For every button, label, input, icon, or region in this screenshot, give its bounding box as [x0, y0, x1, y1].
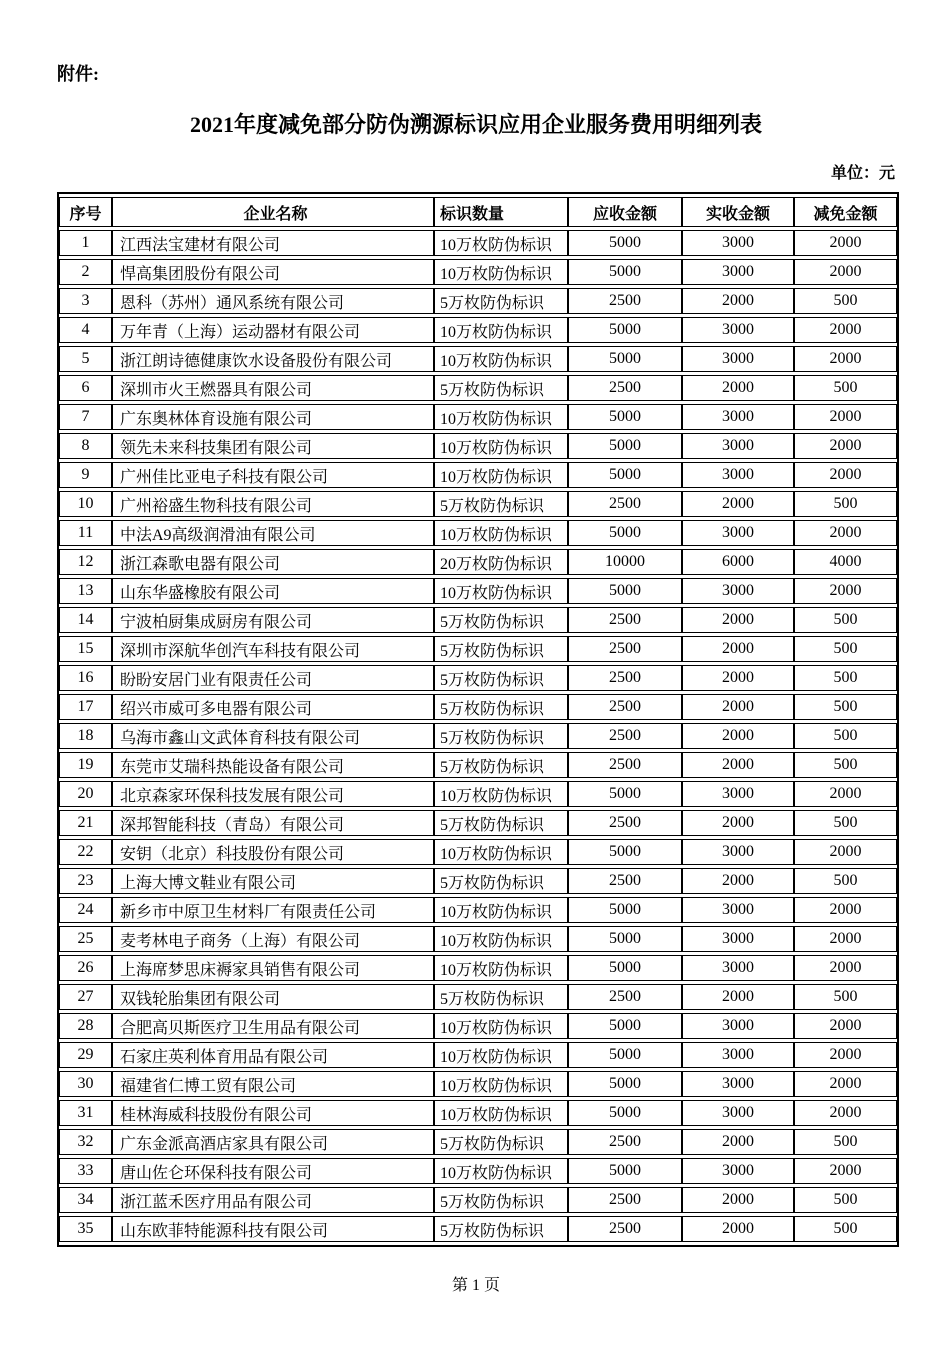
table-row [59, 1216, 897, 1242]
cell-seq: 5 [59, 346, 112, 372]
cell-seq: 2 [59, 259, 112, 285]
cell-received-amount: 3000 [682, 839, 794, 865]
cell-exempted-amount: 500 [794, 868, 897, 894]
cell-label-quantity: 10万枚防伪标识 [434, 230, 568, 256]
cell-received-amount: 3000 [682, 346, 794, 372]
cell-company-name: 深邦智能科技（青岛）有限公司 [112, 810, 434, 836]
cell-exempted-amount: 500 [794, 694, 897, 720]
cell-receivable-amount: 2500 [568, 694, 682, 720]
cell-received-amount: 2000 [682, 1129, 794, 1155]
fee-table-body [59, 230, 897, 1242]
cell-receivable-amount: 2500 [568, 665, 682, 691]
cell-receivable-amount: 2500 [568, 491, 682, 517]
cell-exempted-amount: 500 [794, 723, 897, 749]
cell-exempted-amount: 500 [794, 607, 897, 633]
table-row [59, 810, 897, 836]
cell-exempted-amount: 2000 [794, 462, 897, 488]
cell-received-amount: 3000 [682, 1158, 794, 1184]
cell-exempted-amount: 2000 [794, 1042, 897, 1068]
cell-company-name: 新乡市中原卫生材料厂有限责任公司 [112, 897, 434, 923]
cell-exempted-amount: 2000 [794, 578, 897, 604]
cell-company-name: 万年青（上海）运动器材有限公司 [112, 317, 434, 343]
cell-receivable-amount: 5000 [568, 955, 682, 981]
table-row [59, 1187, 897, 1213]
cell-company-name: 山东欧菲特能源科技有限公司 [112, 1216, 434, 1242]
cell-exempted-amount: 2000 [794, 1013, 897, 1039]
header-cell-exempted-amount: 减免金额 [794, 197, 897, 227]
cell-receivable-amount: 5000 [568, 346, 682, 372]
cell-seq: 20 [59, 781, 112, 807]
cell-received-amount: 3000 [682, 1071, 794, 1097]
cell-received-amount: 2000 [682, 1216, 794, 1242]
cell-receivable-amount: 5000 [568, 1071, 682, 1097]
cell-label-quantity: 5万枚防伪标识 [434, 984, 568, 1010]
table-row [59, 404, 897, 430]
cell-label-quantity: 10万枚防伪标识 [434, 1158, 568, 1184]
cell-received-amount: 2000 [682, 868, 794, 894]
cell-label-quantity: 20万枚防伪标识 [434, 549, 568, 575]
cell-company-name: 安钥（北京）科技股份有限公司 [112, 839, 434, 865]
cell-seq: 10 [59, 491, 112, 517]
cell-label-quantity: 5万枚防伪标识 [434, 288, 568, 314]
cell-company-name: 深圳市深航华创汽车科技有限公司 [112, 636, 434, 662]
cell-company-name: 广东奥林体育设施有限公司 [112, 404, 434, 430]
cell-exempted-amount: 2000 [794, 897, 897, 923]
cell-receivable-amount: 2500 [568, 1216, 682, 1242]
cell-exempted-amount: 2000 [794, 404, 897, 430]
cell-receivable-amount: 2500 [568, 636, 682, 662]
cell-company-name: 浙江森歌电器有限公司 [112, 549, 434, 575]
table-row [59, 1100, 897, 1126]
cell-company-name: 唐山佐仑环保科技有限公司 [112, 1158, 434, 1184]
cell-company-name: 石家庄英利体育用品有限公司 [112, 1042, 434, 1068]
table-row [59, 752, 897, 778]
cell-received-amount: 2000 [682, 984, 794, 1010]
cell-company-name: 盼盼安居门业有限责任公司 [112, 665, 434, 691]
cell-receivable-amount: 2500 [568, 723, 682, 749]
cell-seq: 12 [59, 549, 112, 575]
cell-receivable-amount: 5000 [568, 1013, 682, 1039]
cell-receivable-amount: 5000 [568, 897, 682, 923]
cell-company-name: 北京森家环保科技发展有限公司 [112, 781, 434, 807]
table-row [59, 230, 897, 256]
cell-seq: 27 [59, 984, 112, 1010]
cell-received-amount: 2000 [682, 723, 794, 749]
header-cell-seq: 序号 [59, 197, 112, 227]
cell-company-name: 领先未来科技集团有限公司 [112, 433, 434, 459]
cell-label-quantity: 10万枚防伪标识 [434, 1071, 568, 1097]
cell-company-name: 上海大博文鞋业有限公司 [112, 868, 434, 894]
cell-received-amount: 2000 [682, 375, 794, 401]
cell-exempted-amount: 2000 [794, 839, 897, 865]
cell-label-quantity: 10万枚防伪标识 [434, 578, 568, 604]
cell-label-quantity: 10万枚防伪标识 [434, 1042, 568, 1068]
cell-seq: 1 [59, 230, 112, 256]
cell-exempted-amount: 2000 [794, 926, 897, 952]
cell-company-name: 广州佳比亚电子科技有限公司 [112, 462, 434, 488]
cell-label-quantity: 5万枚防伪标识 [434, 1187, 568, 1213]
cell-seq: 4 [59, 317, 112, 343]
cell-received-amount: 2000 [682, 1187, 794, 1213]
cell-label-quantity: 5万枚防伪标识 [434, 607, 568, 633]
table-row [59, 549, 897, 575]
cell-label-quantity: 10万枚防伪标识 [434, 433, 568, 459]
cell-receivable-amount: 5000 [568, 259, 682, 285]
table-row [59, 1129, 897, 1155]
cell-receivable-amount: 5000 [568, 462, 682, 488]
cell-company-name: 中法A9高级润滑油有限公司 [112, 520, 434, 546]
header-cell-received-amount: 实收金额 [682, 197, 794, 227]
cell-exempted-amount: 2000 [794, 1100, 897, 1126]
cell-receivable-amount: 2500 [568, 288, 682, 314]
cell-receivable-amount: 2500 [568, 607, 682, 633]
cell-exempted-amount: 2000 [794, 433, 897, 459]
cell-label-quantity: 10万枚防伪标识 [434, 897, 568, 923]
cell-seq: 34 [59, 1187, 112, 1213]
cell-received-amount: 3000 [682, 433, 794, 459]
cell-company-name: 上海席梦思床褥家具销售有限公司 [112, 955, 434, 981]
cell-label-quantity: 10万枚防伪标识 [434, 317, 568, 343]
cell-company-name: 浙江朗诗德健康饮水设备股份有限公司 [112, 346, 434, 372]
table-row [59, 317, 897, 343]
cell-company-name: 广东金派高酒店家具有限公司 [112, 1129, 434, 1155]
cell-received-amount: 3000 [682, 1100, 794, 1126]
table-row [59, 288, 897, 314]
cell-received-amount: 3000 [682, 259, 794, 285]
cell-seq: 31 [59, 1100, 112, 1126]
cell-label-quantity: 5万枚防伪标识 [434, 868, 568, 894]
cell-exempted-amount: 2000 [794, 317, 897, 343]
cell-received-amount: 2000 [682, 810, 794, 836]
cell-received-amount: 3000 [682, 1013, 794, 1039]
cell-seq: 35 [59, 1216, 112, 1242]
cell-seq: 18 [59, 723, 112, 749]
cell-seq: 14 [59, 607, 112, 633]
cell-exempted-amount: 500 [794, 1216, 897, 1242]
cell-seq: 25 [59, 926, 112, 952]
table-row [59, 1013, 897, 1039]
cell-received-amount: 2000 [682, 491, 794, 517]
cell-company-name: 乌海市鑫山文武体育科技有限公司 [112, 723, 434, 749]
table-row [59, 926, 897, 952]
cell-company-name: 恩科（苏州）通风系统有限公司 [112, 288, 434, 314]
fee-table [57, 192, 899, 1247]
cell-label-quantity: 5万枚防伪标识 [434, 752, 568, 778]
table-row [59, 636, 897, 662]
header-cell-receivable-amount: 应收金额 [568, 197, 682, 227]
cell-label-quantity: 10万枚防伪标识 [434, 926, 568, 952]
cell-label-quantity: 5万枚防伪标识 [434, 1216, 568, 1242]
cell-received-amount: 3000 [682, 462, 794, 488]
table-row [59, 1071, 897, 1097]
cell-exempted-amount: 2000 [794, 259, 897, 285]
cell-receivable-amount: 2500 [568, 752, 682, 778]
cell-received-amount: 3000 [682, 1042, 794, 1068]
cell-seq: 29 [59, 1042, 112, 1068]
cell-received-amount: 2000 [682, 694, 794, 720]
cell-received-amount: 3000 [682, 781, 794, 807]
cell-receivable-amount: 5000 [568, 520, 682, 546]
cell-label-quantity: 5万枚防伪标识 [434, 636, 568, 662]
cell-seq: 8 [59, 433, 112, 459]
cell-label-quantity: 10万枚防伪标识 [434, 346, 568, 372]
cell-seq: 32 [59, 1129, 112, 1155]
cell-label-quantity: 10万枚防伪标识 [434, 1013, 568, 1039]
cell-seq: 30 [59, 1071, 112, 1097]
table-row [59, 955, 897, 981]
cell-seq: 28 [59, 1013, 112, 1039]
cell-exempted-amount: 500 [794, 1187, 897, 1213]
cell-seq: 13 [59, 578, 112, 604]
cell-received-amount: 3000 [682, 317, 794, 343]
cell-received-amount: 3000 [682, 897, 794, 923]
table-row [59, 694, 897, 720]
cell-received-amount: 2000 [682, 752, 794, 778]
cell-company-name: 绍兴市威可多电器有限公司 [112, 694, 434, 720]
cell-seq: 3 [59, 288, 112, 314]
cell-exempted-amount: 2000 [794, 955, 897, 981]
cell-seq: 33 [59, 1158, 112, 1184]
cell-label-quantity: 5万枚防伪标识 [434, 723, 568, 749]
cell-seq: 11 [59, 520, 112, 546]
cell-receivable-amount: 5000 [568, 317, 682, 343]
cell-label-quantity: 10万枚防伪标识 [434, 955, 568, 981]
header-cell-label-quantity: 标识数量 [434, 197, 568, 227]
cell-exempted-amount: 4000 [794, 549, 897, 575]
cell-seq: 16 [59, 665, 112, 691]
cell-receivable-amount: 2500 [568, 868, 682, 894]
cell-receivable-amount: 2500 [568, 1129, 682, 1155]
cell-exempted-amount: 2000 [794, 230, 897, 256]
table-row [59, 868, 897, 894]
cell-received-amount: 3000 [682, 230, 794, 256]
cell-receivable-amount: 5000 [568, 1042, 682, 1068]
table-row [59, 607, 897, 633]
cell-receivable-amount: 5000 [568, 926, 682, 952]
cell-receivable-amount: 2500 [568, 984, 682, 1010]
table-row [59, 665, 897, 691]
cell-receivable-amount: 5000 [568, 433, 682, 459]
cell-seq: 9 [59, 462, 112, 488]
cell-exempted-amount: 2000 [794, 1158, 897, 1184]
cell-company-name: 浙江蓝禾医疗用品有限公司 [112, 1187, 434, 1213]
cell-label-quantity: 5万枚防伪标识 [434, 1129, 568, 1155]
cell-receivable-amount: 5000 [568, 839, 682, 865]
cell-company-name: 悍高集团股份有限公司 [112, 259, 434, 285]
cell-label-quantity: 10万枚防伪标识 [434, 520, 568, 546]
page-number: 第 1 页 [451, 1277, 500, 1294]
cell-received-amount: 2000 [682, 288, 794, 314]
cell-receivable-amount: 5000 [568, 230, 682, 256]
cell-company-name: 宁波柏厨集成厨房有限公司 [112, 607, 434, 633]
cell-company-name: 东莞市艾瑞科热能设备有限公司 [112, 752, 434, 778]
cell-label-quantity: 10万枚防伪标识 [434, 462, 568, 488]
cell-exempted-amount: 500 [794, 752, 897, 778]
cell-label-quantity: 5万枚防伪标识 [434, 810, 568, 836]
table-row [59, 1042, 897, 1068]
cell-received-amount: 3000 [682, 520, 794, 546]
table-row [59, 433, 897, 459]
cell-exempted-amount: 500 [794, 810, 897, 836]
cell-exempted-amount: 2000 [794, 781, 897, 807]
cell-receivable-amount: 10000 [568, 549, 682, 575]
table-row [59, 897, 897, 923]
header-cell-company-name: 企业名称 [112, 197, 434, 227]
cell-label-quantity: 10万枚防伪标识 [434, 781, 568, 807]
cell-received-amount: 3000 [682, 404, 794, 430]
cell-seq: 21 [59, 810, 112, 836]
cell-company-name: 山东华盛橡胶有限公司 [112, 578, 434, 604]
cell-label-quantity: 10万枚防伪标识 [434, 1100, 568, 1126]
cell-exempted-amount: 500 [794, 491, 897, 517]
cell-receivable-amount: 5000 [568, 781, 682, 807]
unit-note: 单位：元 [830, 165, 895, 182]
table-row [59, 259, 897, 285]
cell-company-name: 江西法宝建材有限公司 [112, 230, 434, 256]
cell-company-name: 桂林海威科技股份有限公司 [112, 1100, 434, 1126]
cell-label-quantity: 10万枚防伪标识 [434, 259, 568, 285]
cell-exempted-amount: 500 [794, 984, 897, 1010]
cell-seq: 23 [59, 868, 112, 894]
cell-exempted-amount: 500 [794, 636, 897, 662]
table-row [59, 520, 897, 546]
table-row [59, 375, 897, 401]
cell-exempted-amount: 500 [794, 288, 897, 314]
cell-received-amount: 2000 [682, 665, 794, 691]
cell-label-quantity: 5万枚防伪标识 [434, 665, 568, 691]
cell-exempted-amount: 500 [794, 1129, 897, 1155]
cell-receivable-amount: 5000 [568, 1100, 682, 1126]
cell-label-quantity: 5万枚防伪标识 [434, 375, 568, 401]
cell-company-name: 合肥高贝斯医疗卫生用品有限公司 [112, 1013, 434, 1039]
cell-received-amount: 3000 [682, 578, 794, 604]
cell-received-amount: 2000 [682, 607, 794, 633]
cell-company-name: 福建省仁博工贸有限公司 [112, 1071, 434, 1097]
cell-receivable-amount: 2500 [568, 1187, 682, 1213]
cell-label-quantity: 5万枚防伪标识 [434, 491, 568, 517]
cell-received-amount: 3000 [682, 926, 794, 952]
table-row [59, 346, 897, 372]
cell-exempted-amount: 500 [794, 665, 897, 691]
cell-exempted-amount: 2000 [794, 520, 897, 546]
attachment-label: 附件: [57, 64, 99, 84]
cell-seq: 17 [59, 694, 112, 720]
table-row [59, 723, 897, 749]
cell-received-amount: 2000 [682, 636, 794, 662]
cell-exempted-amount: 2000 [794, 346, 897, 372]
table-row [59, 1158, 897, 1184]
cell-seq: 26 [59, 955, 112, 981]
cell-company-name: 深圳市火王燃器具有限公司 [112, 375, 434, 401]
cell-seq: 19 [59, 752, 112, 778]
cell-seq: 22 [59, 839, 112, 865]
cell-exempted-amount: 2000 [794, 1071, 897, 1097]
table-row [59, 462, 897, 488]
cell-seq: 7 [59, 404, 112, 430]
cell-receivable-amount: 5000 [568, 578, 682, 604]
cell-label-quantity: 5万枚防伪标识 [434, 694, 568, 720]
table-row [59, 839, 897, 865]
cell-seq: 15 [59, 636, 112, 662]
cell-label-quantity: 10万枚防伪标识 [434, 404, 568, 430]
cell-receivable-amount: 5000 [568, 1158, 682, 1184]
table-row [59, 984, 897, 1010]
table-row [59, 491, 897, 517]
cell-received-amount: 6000 [682, 549, 794, 575]
cell-received-amount: 3000 [682, 955, 794, 981]
table-row [59, 578, 897, 604]
cell-receivable-amount: 2500 [568, 375, 682, 401]
table-header-row [59, 197, 897, 227]
cell-label-quantity: 10万枚防伪标识 [434, 839, 568, 865]
cell-company-name: 麦考林电子商务（上海）有限公司 [112, 926, 434, 952]
cell-seq: 24 [59, 897, 112, 923]
cell-exempted-amount: 500 [794, 375, 897, 401]
table-row [59, 781, 897, 807]
cell-company-name: 双钱轮胎集团有限公司 [112, 984, 434, 1010]
document-title: 2021年度减免部分防伪溯源标识应用企业服务费用明细列表 [189, 112, 762, 137]
cell-receivable-amount: 2500 [568, 810, 682, 836]
cell-receivable-amount: 5000 [568, 404, 682, 430]
cell-seq: 6 [59, 375, 112, 401]
cell-company-name: 广州裕盛生物科技有限公司 [112, 491, 434, 517]
